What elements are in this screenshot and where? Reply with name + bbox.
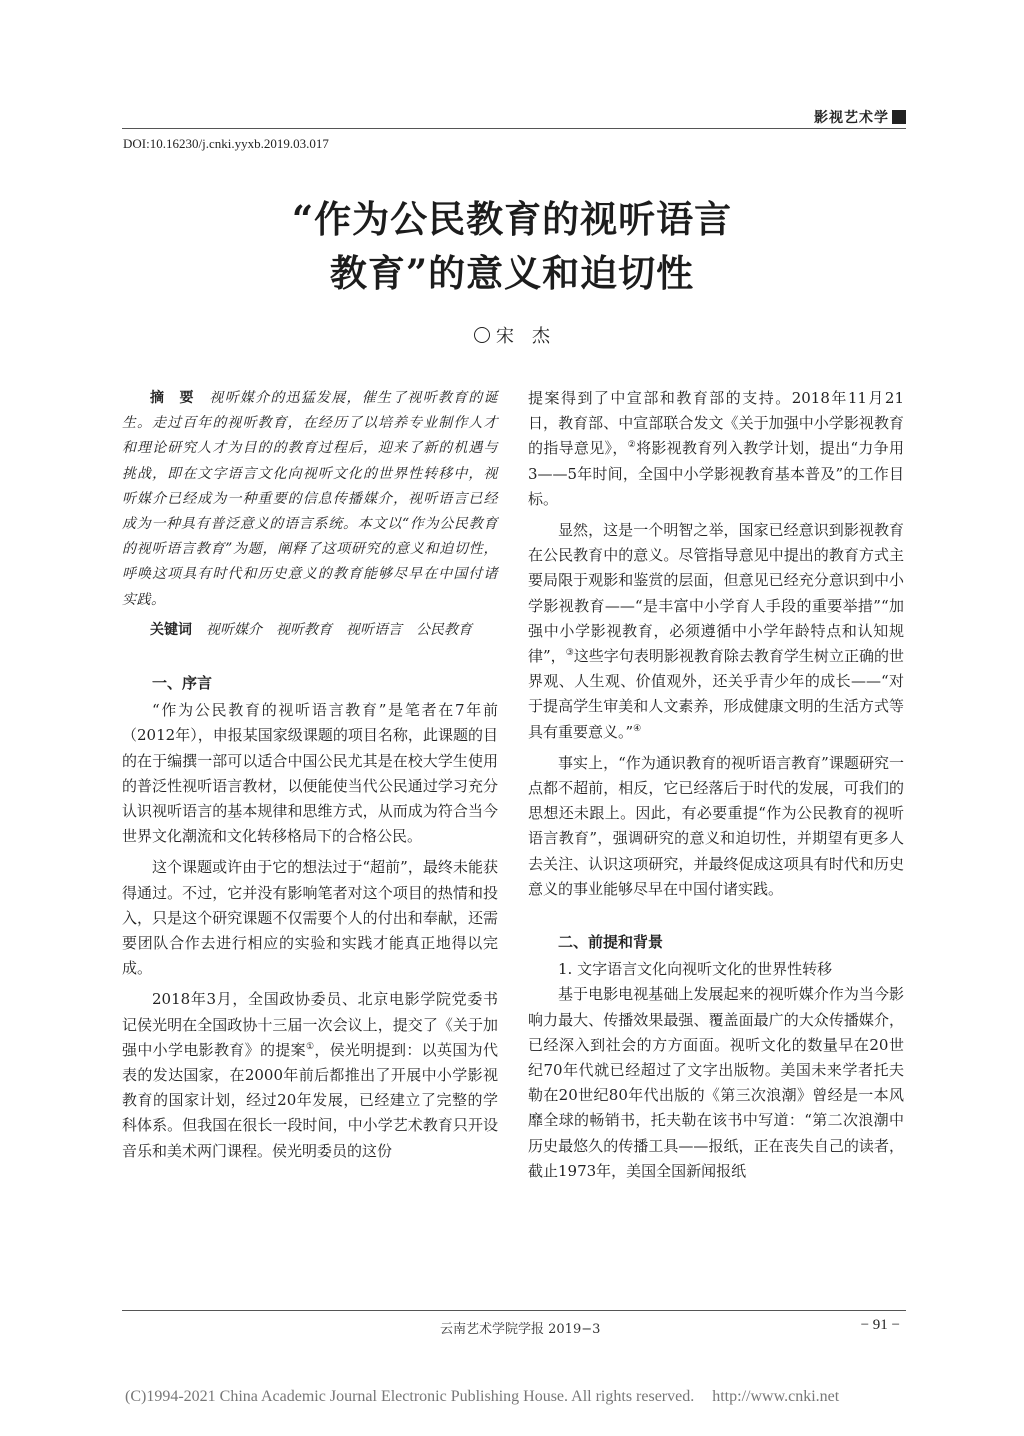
author-name-2: 杰 — [532, 326, 550, 347]
paragraph: “作为公民教育的视听语言教育”是笔者在7年前（2012年），申报某国家级课题的项目名称，此课题的目的在于编撰一部可以适合中国公民尤其是在校大学生使用的普泛性视听语言教材，以便能使当代公民通过学习充分认识视听语言的基本规律和思维方式，从而成为符合当今世界文化潮流和文化转移格局下的合格公民。 — [122, 701, 498, 846]
paragraph-text: 显然，这是一个明智之举，国家已经意识到影视教育在公民教育中的意义。尽管指导意见中提出的教育方式主要局限于观影和鉴赏的层面，但意见已经充分意识到中小学影视教育——“是丰富中小学育人手段的重要举措”“加强中小学影视教育，必须遵循中小学年龄特点和认知规律”， — [528, 521, 904, 666]
paragraph-text: ，侯光明提到：以英国为代表的发达国家，在2000年前后都推出了开展中小学影视教育的国家计划，经过20年发展，已经建立了完整的学科体系。但我国在很长一段时间，中小学艺术教育只开设音乐和美术两门课程。侯光明委员的这份 — [122, 1040, 498, 1160]
cnki-url: http://www.cnki.net — [712, 1388, 840, 1405]
abstract-label: 摘 要 — [150, 390, 195, 406]
paragraph — [122, 987, 498, 1163]
journal-section-label — [814, 107, 906, 127]
keywords-label: 关键词 — [150, 621, 192, 638]
page-number: − 91 − — [860, 1317, 900, 1333]
footnote-ref: ④ — [633, 723, 642, 734]
black-square-icon — [892, 110, 906, 124]
header-rule — [122, 128, 906, 129]
section-heading-preface: 一、序言 — [152, 674, 213, 693]
title-line-1: “作为公民教育的视听语言 — [291, 197, 733, 241]
copyright-line — [125, 1388, 839, 1406]
paragraph: 事实上，“作为通识教育的视听语言教育”课题研究一点都不超前，相反，它已经落后于时代的发展，可我们的思想还未跟上。因此，有必要重提“作为公民教育的视听语言教育”，强调研究的意义和迫切性，并期望有更多人去关注、认识这项研究，并最终促成这项具有时代和历史意义的事业能够尽早在中国付诸实践。 — [528, 753, 904, 898]
footer-journal: 云南艺术学院学报 2019−3 — [440, 1322, 601, 1337]
paragraph-text: 提案得到了中宣部和教育部的支持。2018年11月21日，教育部、中宣部联合发文《关于加强中小学影视教育的指导意见》， — [528, 389, 904, 458]
section-name: 影视艺术学 — [814, 110, 889, 126]
copyright-text: (C)1994-2021 China Academic Journal Electronic Publishing House. All rights reserved. — [125, 1388, 695, 1405]
abstract-text: 视听媒介的迅猛发展，催生了视听教育的诞生。走过百年的视听教育，在经历了以培养专业制作人才和理论研究人才为目的的教育过程后，迎来了新的机遇与挑战，即在文字语言文化向视听文化的世界性转移中，视听媒介已经成为一种重要的信息传播媒介，视听语言已经成为一种具有普泛意义的语言系统。本文以“作为公民教育的视听语言教育”为题，阐释了这项研究的意义和迫切性，呼唤这项具有时代和历史意义的教育能够尽早在中国付诸实践。 — [122, 390, 499, 608]
right-column — [528, 386, 904, 1184]
paragraph-text: 2018年3月，全国政协委员、北京电影学院党委书记侯光明在全国政协十三届一次会议上，提交了《关于加强中小学电影教育》的提案 — [122, 990, 498, 1059]
keywords — [122, 618, 498, 643]
section-heading-background: 二、前提和背景 — [558, 933, 664, 952]
footnote-ref: ① — [305, 1041, 315, 1052]
paragraph: 基于电影电视基础上发展起来的视听媒介作为当今影响力最大、传播效果最强、覆盖面最广的大众传播媒介，已经深入到社会的方方面面。视听文化的数量早在20世纪70年代就已经超过了文字出版物。美国未来学者托夫勒在20世纪80年代出版的《第三次浪潮》曾经是一本风靡全球的畅销书，托夫勒在该书中写道：“第二次浪潮中历史最悠久的传播工具——报纸，正在丧失自己的读者，截止1973年，美国全国新闻报纸 — [528, 985, 904, 1180]
subsection-heading: 1. 文字语言文化向视听文化的世界性转移 — [558, 960, 833, 979]
circle-icon — [474, 327, 490, 343]
keywords-text: 视听媒介 视听教育 视听语言 公民教育 — [206, 621, 472, 638]
title-line-2: 教育”的意义和迫切性 — [329, 251, 695, 295]
left-column — [122, 386, 498, 1164]
footnote-ref: ② — [627, 440, 637, 451]
abstract — [122, 386, 498, 613]
author — [0, 322, 1024, 348]
doi: DOI:10.16230/j.cnki.yyxb.2019.03.017 — [123, 136, 329, 151]
article-title — [0, 192, 1024, 300]
footnote-ref: ③ — [565, 648, 574, 659]
author-name: 宋 — [496, 326, 514, 347]
paragraph-text: 这些字句表明影视教育除去教育学生树立正确的世界观、人生观、价值观外，还关乎青少年的成长——“对于提高学生审美和人文素养，形成健康文明的生活方式等具有重要意义。” — [528, 647, 904, 741]
paragraph — [528, 518, 904, 745]
paragraph: 这个课题或许由于它的想法过于“超前”，最终未能获得通过。不过，它并没有影响笔者对这个项目的热情和投入，只是这个研究课题不仅需要个人的付出和奉献，还需要团队合作去进行相应的实验和实践才能真正地得以完成。 — [122, 858, 498, 978]
paragraph — [528, 386, 904, 512]
paragraph-text: 将影视教育列入教学计划，提出“力争用3——5年时间，全国中小学影视教育基本普及”的工作目标。 — [528, 439, 904, 508]
footer-rule — [122, 1310, 906, 1311]
